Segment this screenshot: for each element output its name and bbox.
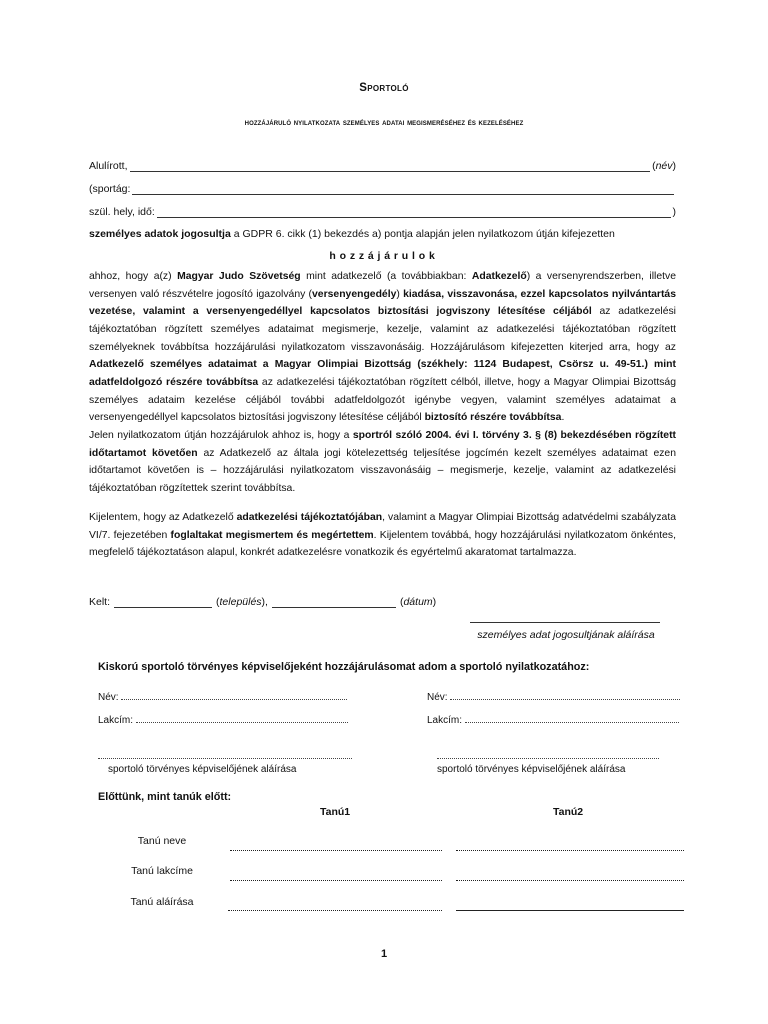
szul-paren-close: ) [672,206,676,218]
intro-rest: a GDPR 6. cikk (1) bekezdés a) pontja alapján jelen nyilatkozom útján kifejezetten [230,228,615,240]
szul-label: szül. hely, idő: [89,206,155,218]
guardian-1-address-label: Lakcím: [98,715,134,726]
doc-title: Sportoló [359,82,409,94]
guardian-2-signature-field[interactable] [437,749,659,759]
witness1-name-field[interactable] [230,850,442,851]
text-run: . [561,412,565,424]
guardian-1-name-row [98,690,347,703]
birth-line [89,206,676,218]
text-run: Jelen nyilatkozatom útján hozzájárulok ahhoz is, hogy a [89,430,353,441]
witness1-signature-field[interactable] [228,910,442,911]
telepules-paren-open: ( [216,596,220,608]
name-blank[interactable] [130,162,651,172]
bold-run: adatkezelési tájékoztatójában [236,512,383,523]
intro-line [89,228,615,240]
guardian-2-name-row [427,690,680,703]
witness1-address-field[interactable] [230,880,442,881]
bold-run: kiadása, visszavonása, ezzel kapcsolatos nyilvántartás vezetése, valamint a versenyengedéllyel kapcsolatos biztosítási jogviszony létesítése céljából [89,288,676,318]
telepules-paren-close: ), [261,596,268,608]
bold-run: Adatkezelő személyes adataimat a Magyar Olimpiai Bizottság (székhely: 1124 Budapest, Csörsz u. 49-51.) mint adatfeldolgozó részére továbbítsa [89,359,676,388]
guardian-1-signature-label: sportoló törvényes képviselőjének aláírása [108,764,297,775]
bold-run: Adatkezelő [471,271,527,282]
signature-label: személyes adat jogosultjának aláírása [477,629,655,641]
guardian-1-address-row [98,713,348,726]
witness2-header: Tanú2 [553,806,584,818]
bold-run: biztosító részére továbbítsa [424,412,562,424]
nev-label: név [655,160,673,172]
witness2-name-field[interactable] [456,850,684,851]
date-blank[interactable] [272,598,396,608]
guardian-2-address-field[interactable] [465,713,679,723]
text-run: ) a versenyrendszerben, illetve versenyen való részvételre jogosító igazolvány ( [89,271,676,300]
place-blank[interactable] [114,598,212,608]
bold-run: Magyar Judo Szövetség [177,271,301,282]
witness1-header: Tanú1 [320,806,351,818]
doc-subtitle: hozzájáruló nyilatkozata személyes adatai megismeréséhez és kezeléséhez [244,117,524,127]
guardian-1-address-field[interactable] [136,713,348,723]
guardian-heading: Kiskorú sportoló törvényes képviselőjeként hozzájárulásomat adom a sportoló nyilatkozatához: [98,661,590,673]
telepules-label: település [219,596,262,608]
intro-bold: személyes adatok jogosultja [89,228,231,240]
witness2-address-field[interactable] [456,880,684,881]
witness-signature-label: Tanú aláírása [130,896,194,908]
text-run: az adatkezelési tájékoztatóban rögzített személyes adataimat megismerje, kezelje, valamint az adatkezelési tájékoztatóban rögzített személyeknek továbbítsa hozzájárulási nyilatkozatom visszavonásáig. Hozzájárulásom kifejezetten kiterjed arra, hogy az [89,306,676,353]
birth-blank[interactable] [157,208,671,218]
guardian-1-name-field[interactable] [121,690,347,700]
text-run: az Adatkezelő az általa jogi kötelezettség teljesítése jogcímén kezelt személyes adataimat ezen időtartamot követően is – hozzájárulási nyilatkozatom visszavonásáig – megismerje, kezelje, valamint az adatkezelési tájékoztatóban rögzítettek szerint továbbítsa. [89,447,676,494]
guardian-1-name-label: Név: [98,692,119,703]
alulirott-label: Alulírott, [89,160,128,172]
guardian-2-signature-label: sportoló törvényes képviselőjének aláírása [437,764,626,775]
text-run: . Kijelentem továbbá, hogy hozzájárulási nyilatkozatom önkéntes, megfelelő tájékoztatáson alapul, konkrét adatkezelésre vonatkozik és egyértelmű akaratomat tartalmazza. [89,529,676,559]
nev-paren-close: ) [672,160,676,172]
guardian-2-address-row [427,713,679,726]
bold-run: versenyengedély [312,288,397,300]
guardian-2-name-field[interactable] [450,690,680,700]
sport-line [89,183,676,195]
sportag-label: (sportág: [89,183,131,195]
sport-blank[interactable] [132,185,674,195]
guardian-1-signature-field[interactable] [98,749,352,759]
text-run: ) [396,288,404,300]
text-run: az adatkezelési tájékoztatóban rögzített célból, illetve, hogy a Magyar Olimpiai Bizottság személyes adataim kezelése céljából további adatfeldolgozót igénybe vegyen, valamint személyes adataimat a versenyengedéllyel kapcsolatos biztosítási jogviszony létesítése céljából [89,376,676,424]
name-line [89,160,676,172]
text-run: Kijelentem, hogy az Adatkezelő [89,512,237,523]
signature-line[interactable] [470,622,660,623]
text-run: , valamint a Magyar Olimpiai Bizottság adatvédelmi szabályzata VI/7. fejezetében [89,512,676,541]
guardian-2-address-label: Lakcím: [427,715,463,726]
datum-paren-close: ) [432,596,437,608]
datum-label: dátum [403,596,433,608]
text-run: mint adatkezelő (a továbbiakban: [300,271,472,282]
paragraph-3 [89,509,676,562]
bold-run: sportról szóló 2004. évi I. törvény 3. § (8) bekezdésében rögzített időtartamot követően [89,430,676,459]
witness-heading: Előttünk, mint tanúk előtt: [98,791,232,803]
consent-heading: hozzájárulok [329,250,439,262]
kelt-label: Kelt: [89,596,111,608]
datum-paren-open: ( [399,596,404,608]
date-place-line [89,596,436,608]
witness-address-label: Tanú lakcíme [131,865,193,877]
guardian-2-name-label: Név: [427,692,448,703]
witness-name-label: Tanú neve [137,835,187,847]
page-number: 1 [380,948,388,960]
bold-run: foglaltakat megismertem és megértettem [170,529,374,541]
nev-paren-open: ( [652,160,656,172]
paragraph-2 [89,427,676,498]
text-run: ahhoz, hogy a(z) [89,271,178,282]
witness2-signature-field[interactable] [456,910,684,911]
paragraph-1 [89,268,676,427]
